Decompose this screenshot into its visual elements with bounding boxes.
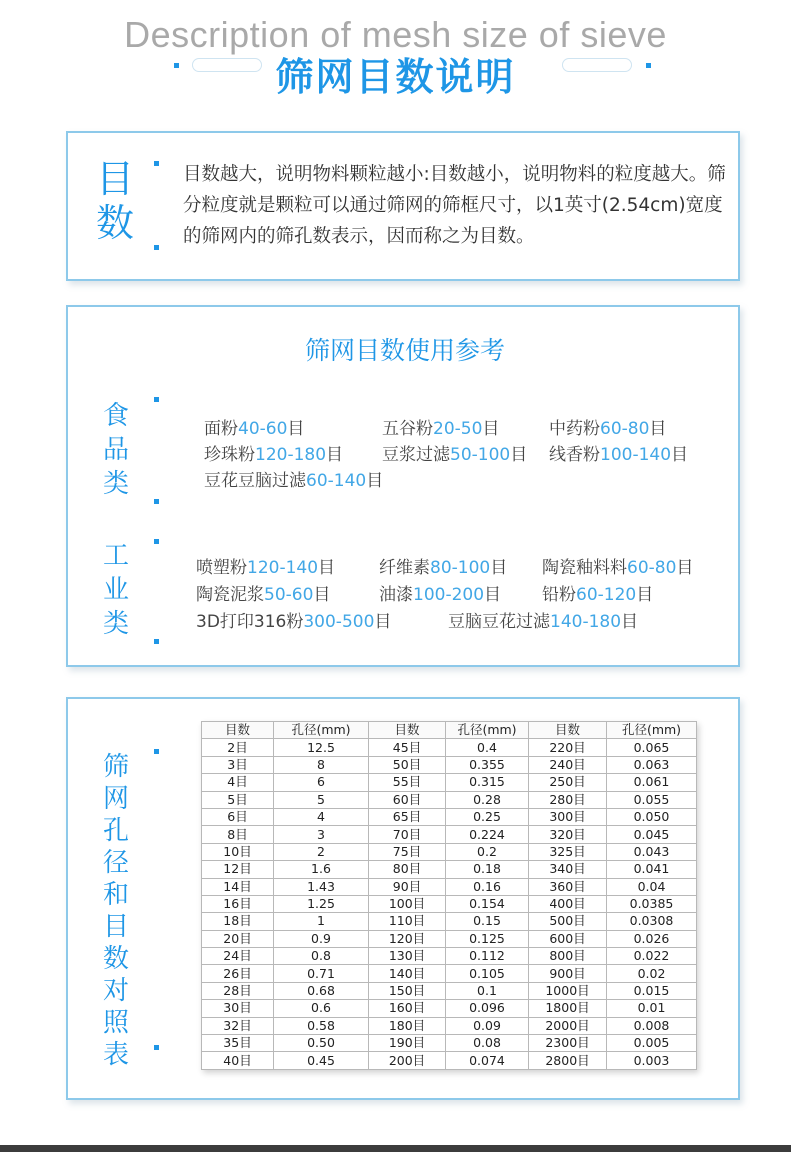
- table-row: [202, 1052, 697, 1069]
- table-cell: 1800目: [529, 1000, 607, 1017]
- table-header-cell: 目数: [202, 722, 274, 739]
- table-cell: 0.022: [607, 948, 697, 965]
- table-cell: 6: [274, 774, 369, 791]
- table-cell: 140目: [369, 965, 446, 982]
- table-cell: 18目: [202, 913, 274, 930]
- table-row: [202, 1017, 697, 1034]
- table-cell: 40目: [202, 1052, 274, 1069]
- table-cell: 400目: [529, 895, 607, 912]
- reference-item: 豆脑豆花过滤140-180目: [448, 612, 639, 632]
- table-cell: 0.02: [607, 965, 697, 982]
- table-cell: 0.224: [446, 826, 529, 843]
- table-cell: 70目: [369, 826, 446, 843]
- table-cell: 0.015: [607, 982, 697, 999]
- table-cell: 160目: [369, 1000, 446, 1017]
- table-cell: 0.008: [607, 1017, 697, 1034]
- reference-item: 铅粉60-120目: [542, 585, 654, 605]
- table-cell: 0.112: [446, 948, 529, 965]
- usage-reference-card: [66, 305, 740, 667]
- table-cell: 0.8: [274, 948, 369, 965]
- table-cell: 0.125: [446, 930, 529, 947]
- table-cell: 28目: [202, 982, 274, 999]
- title-chinese: 筛网目数说明: [275, 55, 516, 99]
- table-cell: 360目: [529, 878, 607, 895]
- category-label-industry: 工业类: [102, 541, 129, 639]
- table-row: [202, 895, 697, 912]
- table-row: [202, 965, 697, 982]
- table-row: [202, 1000, 697, 1017]
- mesh-description-text: 目数越大，说明物料颗粒越小:目数越小，说明物料的粒度越大。筛分粒度就是颗粒可以通过筛网的筛框尺寸，以1英寸(2.54cm)宽度的筛网内的筛孔数表示，因而称之为目数。: [183, 164, 726, 247]
- table-cell: 1: [274, 913, 369, 930]
- table-row: [202, 739, 697, 756]
- table-row: [202, 808, 697, 825]
- table-cell: 0.2: [446, 843, 529, 860]
- reference-item: 纤维素80-100目: [379, 558, 508, 578]
- table-cell: 24目: [202, 948, 274, 965]
- deco-dot: [154, 499, 159, 504]
- table-row: [202, 948, 697, 965]
- table-cell: 300目: [529, 808, 607, 825]
- table-cell: 0.45: [274, 1052, 369, 1069]
- mesh-label: 目数: [95, 157, 134, 245]
- table-cell: 0.043: [607, 843, 697, 860]
- table-cell: 240目: [529, 756, 607, 773]
- table-cell: 2目: [202, 739, 274, 756]
- table-cell: 0.003: [607, 1052, 697, 1069]
- table-header-cell: 目数: [369, 722, 446, 739]
- table-cell: 0.50: [274, 1035, 369, 1052]
- table-cell: 0.28: [446, 791, 529, 808]
- table-row: [202, 878, 697, 895]
- table-cell: 30目: [202, 1000, 274, 1017]
- table-cell: 0.08: [446, 1035, 529, 1052]
- table-cell: 0.005: [607, 1035, 697, 1052]
- deco-dot: [154, 161, 159, 166]
- table-cell: 0.6: [274, 1000, 369, 1017]
- table-cell: 0.9: [274, 930, 369, 947]
- table-cell: 0.71: [274, 965, 369, 982]
- table-cell: 35目: [202, 1035, 274, 1052]
- category-label-food: 食品类: [102, 401, 129, 499]
- table-cell: 16目: [202, 895, 274, 912]
- table-cell: 45目: [369, 739, 446, 756]
- table-cell: 0.58: [274, 1017, 369, 1034]
- title-english: Description of mesh size of sieve: [124, 14, 667, 55]
- mesh-comparison-table: [201, 721, 697, 1070]
- deco-dot: [154, 749, 159, 754]
- table-row: [202, 791, 697, 808]
- table-cell: 120目: [369, 930, 446, 947]
- table-cell: 0.355: [446, 756, 529, 773]
- table-header-cell: 孔径(mm): [274, 722, 369, 739]
- reference-item: 豆浆过滤50-100目: [382, 445, 528, 465]
- table-cell: 200目: [369, 1052, 446, 1069]
- reference-item: 油漆100-200目: [379, 585, 502, 605]
- reference-item: 面粉40-60目: [204, 419, 305, 439]
- table-cell: 0.01: [607, 1000, 697, 1017]
- table-label: 筛网孔径和目数对照表: [102, 752, 129, 1070]
- table-cell: 0.065: [607, 739, 697, 756]
- table-cell: 8: [274, 756, 369, 773]
- table-cell: 0.4: [446, 739, 529, 756]
- table-cell: 3: [274, 826, 369, 843]
- table-cell: 65目: [369, 808, 446, 825]
- table-cell: 0.041: [607, 861, 697, 878]
- table-cell: 1000目: [529, 982, 607, 999]
- table-cell: 0.0308: [607, 913, 697, 930]
- table-cell: 55目: [369, 774, 446, 791]
- reference-item: 中药粉60-80目: [549, 419, 667, 439]
- table-row: [202, 982, 697, 999]
- table-cell: 26目: [202, 965, 274, 982]
- table-row: [202, 861, 697, 878]
- table-cell: 90目: [369, 878, 446, 895]
- table-cell: 0.09: [446, 1017, 529, 1034]
- table-cell: 12目: [202, 861, 274, 878]
- deco-dot: [154, 639, 159, 644]
- table-cell: 14目: [202, 878, 274, 895]
- table-cell: 10目: [202, 843, 274, 860]
- table-cell: 0.074: [446, 1052, 529, 1069]
- table-cell: 0.1: [446, 982, 529, 999]
- table-cell: 5目: [202, 791, 274, 808]
- reference-item: 陶瓷泥浆50-60目: [196, 585, 331, 605]
- table-cell: 0.026: [607, 930, 697, 947]
- table-cell: 12.5: [274, 739, 369, 756]
- reference-title: 筛网目数使用参考: [304, 336, 505, 365]
- bottom-bar: [0, 1145, 791, 1152]
- reference-item: 陶瓷釉料料60-80目: [542, 558, 694, 578]
- table-header-cell: 孔径(mm): [607, 722, 697, 739]
- mesh-description-card: [66, 131, 740, 281]
- table-cell: 20目: [202, 930, 274, 947]
- table-cell: 0.063: [607, 756, 697, 773]
- table-cell: 2: [274, 843, 369, 860]
- table-cell: 2800目: [529, 1052, 607, 1069]
- table-cell: 5: [274, 791, 369, 808]
- reference-item: 五谷粉20-50目: [382, 419, 500, 439]
- table-cell: 110目: [369, 913, 446, 930]
- mesh-table-card: [66, 697, 740, 1100]
- table-cell: 6目: [202, 808, 274, 825]
- reference-item: 喷塑粉120-140目: [196, 558, 336, 578]
- table-cell: 4目: [202, 774, 274, 791]
- table-cell: 600目: [529, 930, 607, 947]
- table-cell: 2000目: [529, 1017, 607, 1034]
- reference-item: 珍珠粉120-180目: [204, 445, 344, 465]
- table-row: [202, 826, 697, 843]
- table-cell: 220目: [529, 739, 607, 756]
- table-row: [202, 930, 697, 947]
- table-cell: 0.045: [607, 826, 697, 843]
- table-cell: 0.18: [446, 861, 529, 878]
- table-header-cell: 孔径(mm): [446, 722, 529, 739]
- reference-item: 线香粉100-140目: [549, 445, 689, 465]
- table-row: [202, 1035, 697, 1052]
- page-header: [0, 0, 791, 115]
- table-cell: 325目: [529, 843, 607, 860]
- table-cell: 8目: [202, 826, 274, 843]
- table-cell: 60目: [369, 791, 446, 808]
- table-cell: 75目: [369, 843, 446, 860]
- table-cell: 0.04: [607, 878, 697, 895]
- table-cell: 80目: [369, 861, 446, 878]
- table-cell: 3目: [202, 756, 274, 773]
- table-cell: 0.25: [446, 808, 529, 825]
- table-cell: 250目: [529, 774, 607, 791]
- table-cell: 0.096: [446, 1000, 529, 1017]
- table-header-row: [202, 722, 697, 739]
- table-row: [202, 843, 697, 860]
- table-header-cell: 目数: [529, 722, 607, 739]
- table-cell: 0.315: [446, 774, 529, 791]
- table-cell: 280目: [529, 791, 607, 808]
- table-cell: 1.25: [274, 895, 369, 912]
- table-cell: 0.055: [607, 791, 697, 808]
- table-cell: 150目: [369, 982, 446, 999]
- table-row: [202, 756, 697, 773]
- table-cell: 0.15: [446, 913, 529, 930]
- table-cell: 2300目: [529, 1035, 607, 1052]
- reference-item: 豆花豆脑过滤60-140目: [204, 471, 384, 491]
- table-body: [202, 739, 697, 1069]
- table-row: [202, 774, 697, 791]
- table-cell: 130目: [369, 948, 446, 965]
- table-cell: 0.050: [607, 808, 697, 825]
- deco-dot: [154, 1045, 159, 1050]
- table-cell: 1.43: [274, 878, 369, 895]
- table-cell: 320目: [529, 826, 607, 843]
- table-cell: 800目: [529, 948, 607, 965]
- deco-dot: [154, 397, 159, 402]
- table-row: [202, 913, 697, 930]
- deco-dot: [154, 245, 159, 250]
- table-cell: 0.061: [607, 774, 697, 791]
- table-cell: 340目: [529, 861, 607, 878]
- table-cell: 0.68: [274, 982, 369, 999]
- table-cell: 900目: [529, 965, 607, 982]
- table-cell: 32目: [202, 1017, 274, 1034]
- table-cell: 4: [274, 808, 369, 825]
- table-cell: 1.6: [274, 861, 369, 878]
- table-cell: 0.105: [446, 965, 529, 982]
- table-cell: 180目: [369, 1017, 446, 1034]
- reference-item: 3D打印316粉300-500目: [196, 612, 392, 632]
- table-cell: 50目: [369, 756, 446, 773]
- table-cell: 0.16: [446, 878, 529, 895]
- table-cell: 0.154: [446, 895, 529, 912]
- table-cell: 500目: [529, 913, 607, 930]
- table-cell: 100目: [369, 895, 446, 912]
- table-cell: 0.0385: [607, 895, 697, 912]
- table-cell: 190目: [369, 1035, 446, 1052]
- deco-dot: [154, 539, 159, 544]
